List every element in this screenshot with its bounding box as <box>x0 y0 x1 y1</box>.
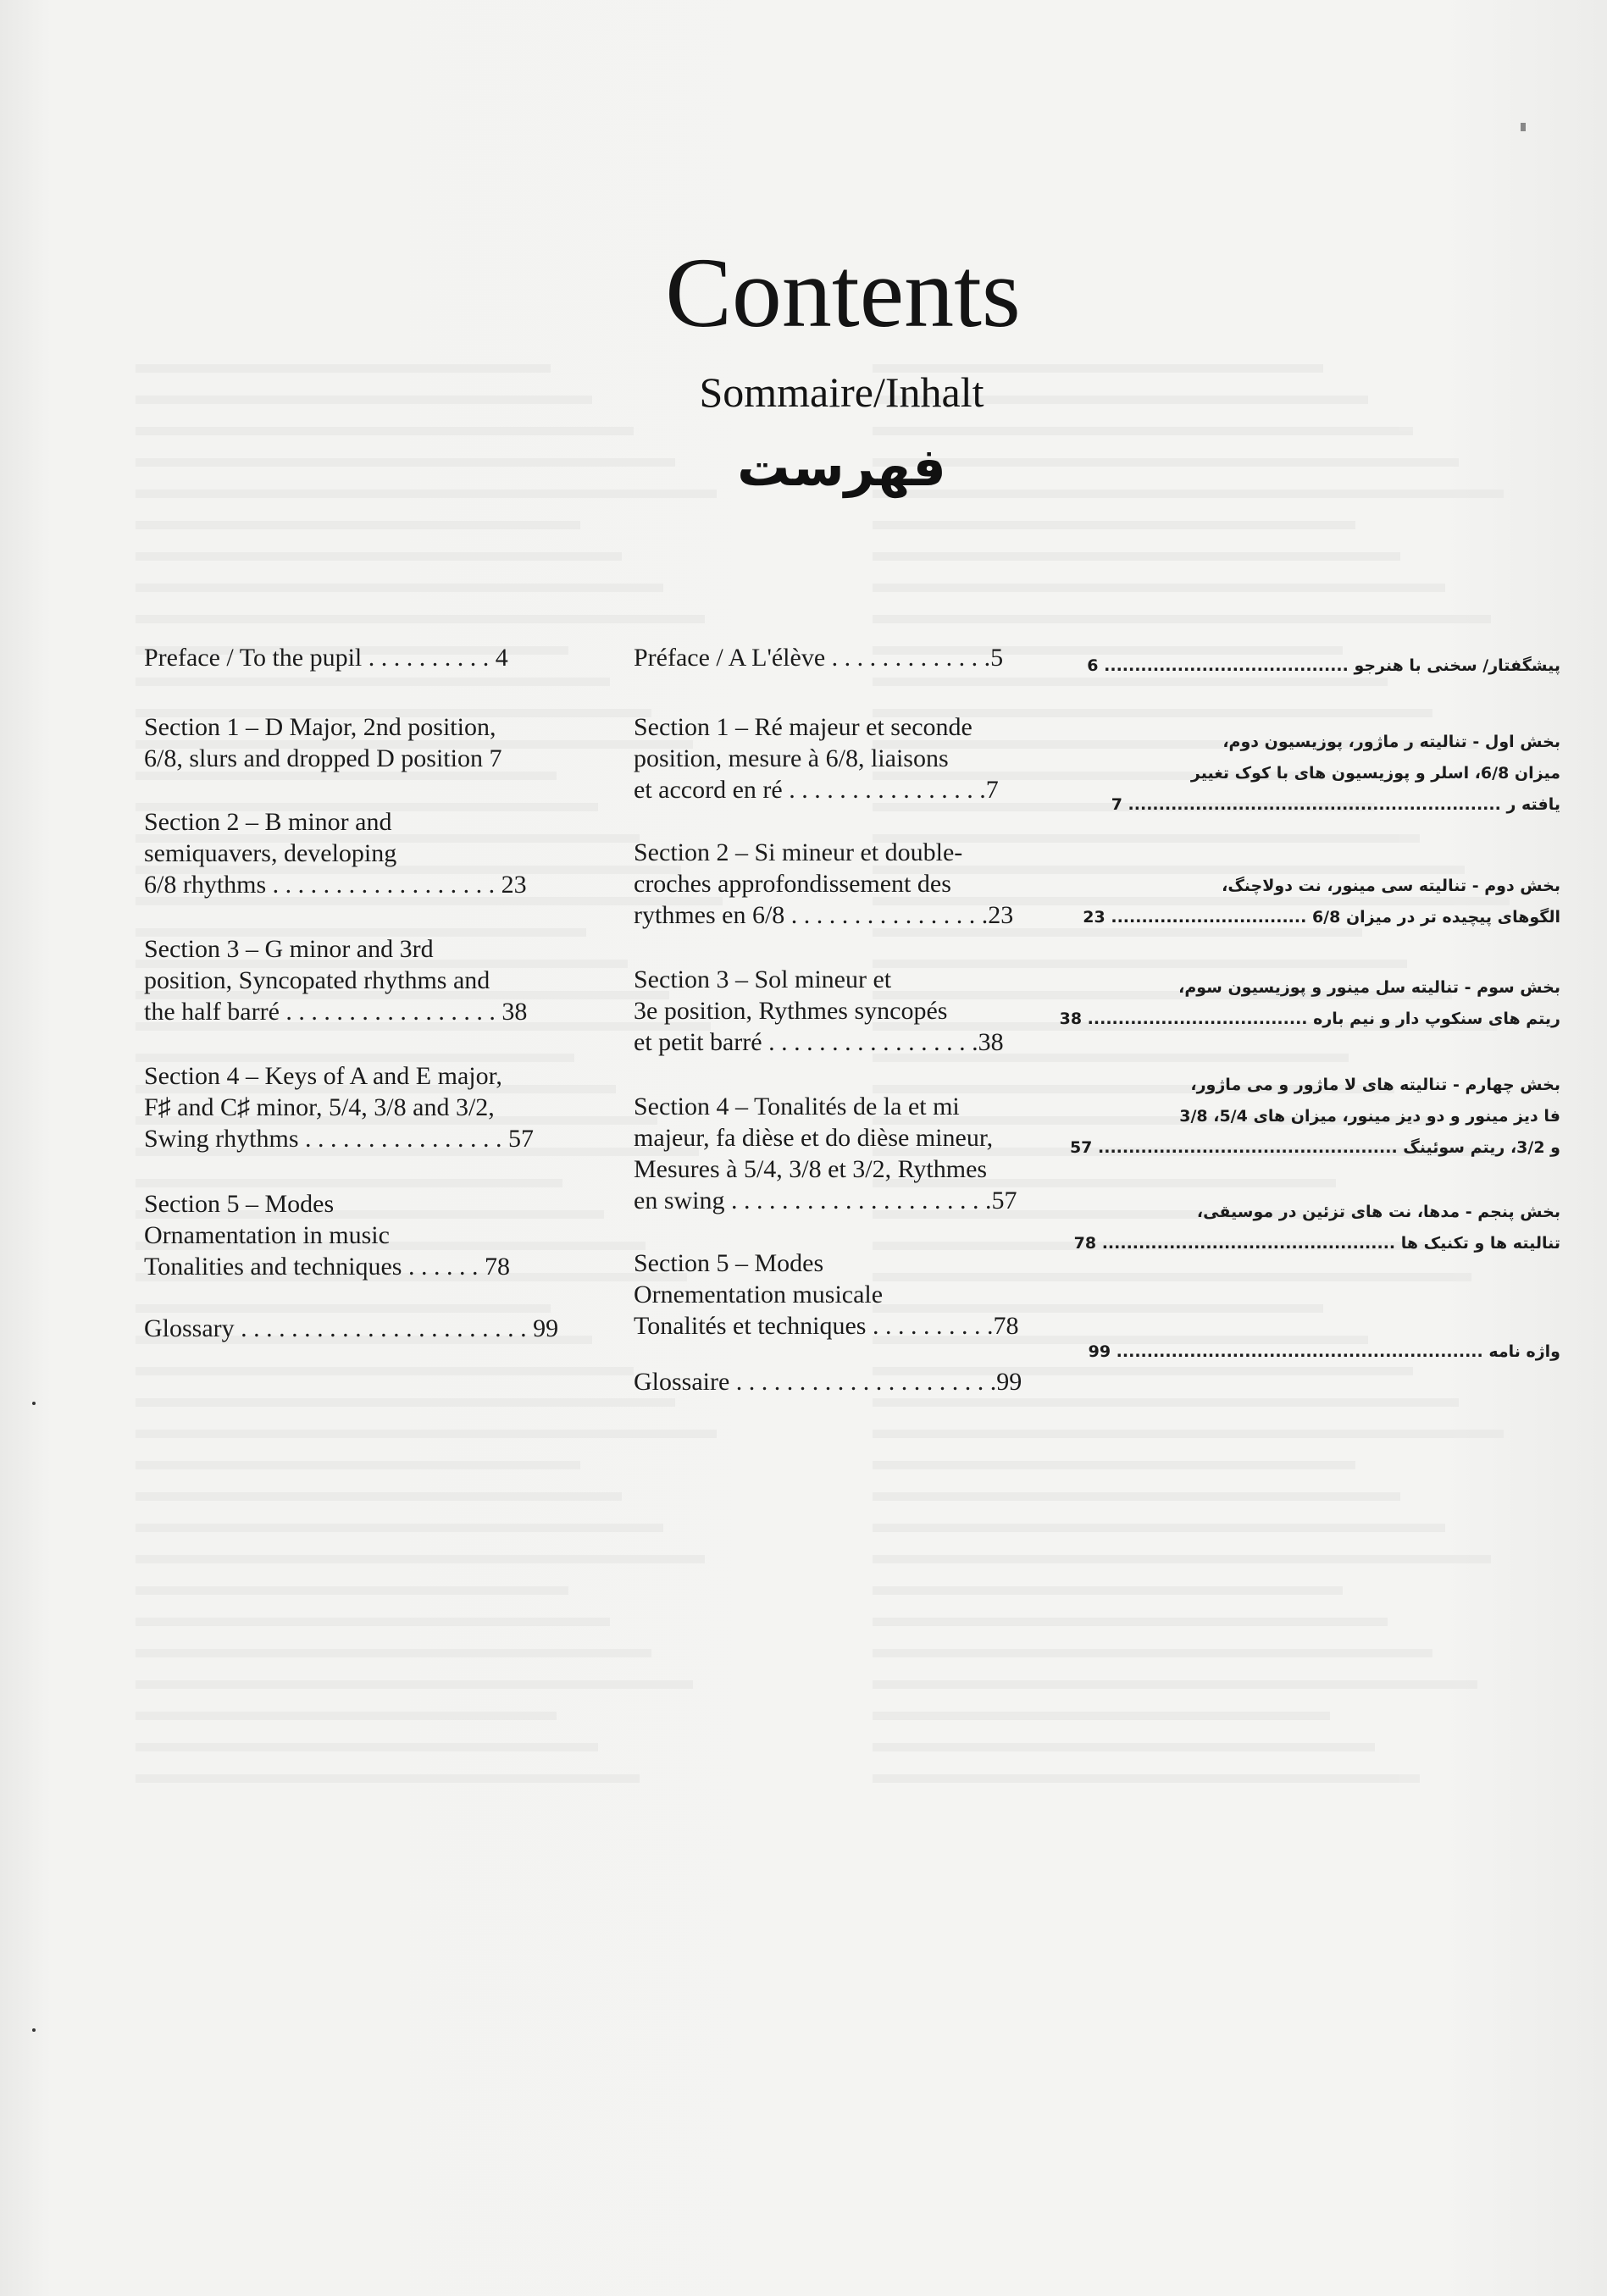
bleed-through-line <box>873 1461 1355 1469</box>
bleed-through-line <box>873 1430 1504 1438</box>
toc-entry-line: میزان 6/8، اسلر و پوزیسیون های با کوک تغییر <box>1190 764 1560 783</box>
bleed-through-line <box>136 1524 663 1532</box>
toc-entry-line: Section 5 – Modes <box>634 1249 824 1277</box>
bleed-through-line <box>873 1492 1400 1501</box>
bleed-through-line <box>136 521 580 529</box>
toc-entry-line: the half barré . . . . . . . . . . . . . . . . . 38 <box>144 998 528 1026</box>
bleed-through-line <box>873 615 1491 623</box>
bleed-through-line <box>136 1398 675 1407</box>
toc-entry-line: position, Syncopated rhythms and <box>144 966 490 994</box>
toc-entry-line: Glossaire . . . . . . . . . . . . . . . . . . . . .99 <box>634 1368 1022 1396</box>
toc-entry-line: Section 4 – Keys of A and E major, <box>144 1062 502 1090</box>
toc-entry-line: position, mesure à 6/8, liaisons <box>634 744 949 772</box>
bleed-through-line <box>873 1618 1388 1626</box>
persian-title: فهرست <box>737 436 946 498</box>
toc-entry-english <box>144 933 559 1027</box>
toc-entry-line: en swing . . . . . . . . . . . . . . . . . . . . .57 <box>634 1187 1017 1214</box>
toc-entry-line: Tonalités et techniques . . . . . . . . . .78 <box>634 1312 1019 1340</box>
bleed-through-line <box>873 1649 1432 1657</box>
toc-entry-french <box>634 837 1061 931</box>
toc-entry-line: الگوهای پیچیده تر در میزان 6/8 ................................ 23 <box>1083 908 1560 927</box>
bleed-through-line <box>873 1743 1375 1751</box>
toc-entry-line: Section 2 – B minor and <box>144 808 392 836</box>
toc-entry-line: Section 4 – Tonalités de la et mi <box>634 1093 960 1120</box>
toc-entry-line: Ornamentation in music <box>144 1221 390 1249</box>
bleed-through-line <box>136 1304 551 1313</box>
toc-entry-line: بخش اول - تنالیته ر ماژور، پوزیسیون دوم، <box>1222 733 1560 751</box>
toc-entry-line: بخش سوم - تنالیته سل مینور و پوزیسیون سوم، <box>1178 978 1560 997</box>
toc-entry-line: Section 1 – D Major, 2nd position, <box>144 713 496 741</box>
toc-entry-english <box>144 711 559 774</box>
bleed-through-line <box>873 1555 1491 1563</box>
toc-entry-french <box>634 1248 1061 1342</box>
bleed-through-line <box>136 1680 693 1689</box>
toc-entry-line: بخش دوم - تنالیته سی مینور، نت دولاچنگ، <box>1222 877 1560 895</box>
toc-entry-line: Swing rhythms . . . . . . . . . . . . . . . . 57 <box>144 1125 535 1153</box>
toc-entry-line: واژه نامه ............................................................ 99 <box>1088 1342 1560 1361</box>
toc-entry-line: semiquavers, developing <box>144 839 397 867</box>
bleed-through-line <box>136 1618 610 1626</box>
bleed-through-line <box>136 1774 640 1783</box>
toc-entry-line: 6/8, slurs and dropped D position 7 <box>144 744 502 772</box>
bleed-through-line <box>873 521 1355 529</box>
toc-entry-line: بخش پنجم - مدها، نت های تزئین در موسیقی، <box>1196 1203 1560 1221</box>
toc-entry-line: Mesures à 5/4, 3/8 et 3/2, Rythmes <box>634 1155 988 1183</box>
edge-dot <box>32 2028 36 2032</box>
page-corner-mark <box>1521 123 1526 131</box>
toc-entry-english <box>144 642 559 673</box>
bleed-through-line <box>136 1743 598 1751</box>
toc-entry-line: تنالیته ها و تکنیک ها ................................................ 78 <box>1073 1234 1560 1253</box>
bleed-through-line <box>136 1179 562 1187</box>
bleed-through-line <box>873 1398 1459 1407</box>
toc-entry-line: Section 5 – Modes <box>144 1190 335 1218</box>
bleed-through-line <box>873 584 1445 592</box>
toc-entry-persian <box>1073 1197 1560 1259</box>
toc-entry-line: Tonalities and techniques . . . . . . 78 <box>144 1253 510 1281</box>
toc-entry-line: Ornementation musicale <box>634 1281 884 1308</box>
bleed-through-line <box>136 1461 580 1469</box>
bleed-through-line <box>873 1524 1445 1532</box>
toc-entry-persian <box>1111 727 1560 821</box>
toc-entry-english <box>144 1313 559 1344</box>
bleed-through-line <box>136 427 634 435</box>
bleed-through-line <box>136 1649 651 1657</box>
toc-entry-line: F♯ and C♯ minor, 5/4, 3/8 and 3/2, <box>144 1093 495 1121</box>
toc-entry-line: فا دیز مینور و دو دیز مینور، میزان های 5/4، 3/8 <box>1179 1107 1560 1126</box>
toc-entry-french <box>634 1091 1061 1216</box>
toc-entry-line: croches approfondissement des <box>634 870 951 898</box>
toc-entry-line: پیشگفتار/ سخنی با هنرجو ........................................ 6 <box>1087 656 1560 675</box>
bleed-through-line <box>136 1492 622 1501</box>
toc-entry-persian <box>1083 871 1560 933</box>
toc-entry-french <box>634 642 1061 673</box>
toc-entry-line: یافته ر ............................................................. 7 <box>1111 795 1560 814</box>
bleed-through-line <box>136 552 622 561</box>
bleed-through-line <box>873 1586 1343 1595</box>
bleed-through-line <box>873 427 1413 435</box>
bleed-through-line <box>136 1367 634 1375</box>
bleed-through-line <box>136 1555 705 1563</box>
toc-entry-line: rythmes en 6/8 . . . . . . . . . . . . . . . .23 <box>634 901 1014 929</box>
toc-entry-line: et accord en ré . . . . . . . . . . . . . . . .7 <box>634 776 999 804</box>
bleed-through-line <box>136 1712 557 1720</box>
toc-entry-persian <box>1087 650 1560 682</box>
toc-entry-line: ریتم های سنکوپ دار و نیم باره .................................... 38 <box>1059 1010 1560 1028</box>
toc-entry-line: 3e position, Rythmes syncopés <box>634 997 948 1025</box>
toc-entry-french <box>634 1366 1061 1397</box>
bleed-through-line <box>136 615 705 623</box>
toc-entry-line: و 3/2، ریتم سوئینگ ................................................. 57 <box>1069 1138 1560 1157</box>
bleed-through-line <box>136 1430 717 1438</box>
toc-entry-line: Section 2 – Si mineur et double- <box>634 838 963 866</box>
edge-dot <box>32 1402 36 1405</box>
toc-entry-line: 6/8 rhythms . . . . . . . . . . . . . . . . . . 23 <box>144 871 527 899</box>
toc-entry-line: بخش چهارم - تنالیته های لا ماژور و می ماژور، <box>1190 1076 1560 1094</box>
toc-entry-english <box>144 806 559 900</box>
toc-entry-line: Preface / To the pupil . . . . . . . . . . 4 <box>144 644 508 672</box>
toc-entry-french <box>634 964 1061 1058</box>
page-subtitle: Sommaire/Inhalt <box>699 368 984 416</box>
bleed-through-line <box>136 1586 568 1595</box>
toc-entry-line: et petit barré . . . . . . . . . . . . . . . . .38 <box>634 1028 1004 1056</box>
bleed-through-line <box>136 678 610 686</box>
toc-entry-line: Glossary . . . . . . . . . . . . . . . . . . . . . . . 99 <box>144 1314 559 1342</box>
toc-entry-line: Section 3 – Sol mineur et <box>634 965 892 993</box>
bleed-through-line <box>873 1680 1477 1689</box>
toc-entry-line: majeur, fa dièse et do dièse mineur, <box>634 1124 994 1152</box>
bleed-through-line <box>873 1774 1420 1783</box>
page-title: Contents <box>665 237 1021 348</box>
bleed-through-line <box>873 1712 1330 1720</box>
bleed-through-line <box>873 552 1400 561</box>
toc-entry-persian <box>1069 1070 1560 1164</box>
toc-entry-english <box>144 1188 559 1282</box>
toc-entry-english <box>144 1060 559 1154</box>
toc-entry-line: Section 1 – Ré majeur et seconde <box>634 713 973 741</box>
toc-entry-persian <box>1088 1336 1560 1368</box>
toc-entry-line: Préface / A L'élève . . . . . . . . . . . . .5 <box>634 644 1004 672</box>
toc-entry-persian <box>1059 972 1560 1035</box>
bleed-through-line <box>136 584 663 592</box>
toc-entry-french <box>634 711 1061 805</box>
toc-entry-line: Section 3 – G minor and 3rd <box>144 935 434 963</box>
